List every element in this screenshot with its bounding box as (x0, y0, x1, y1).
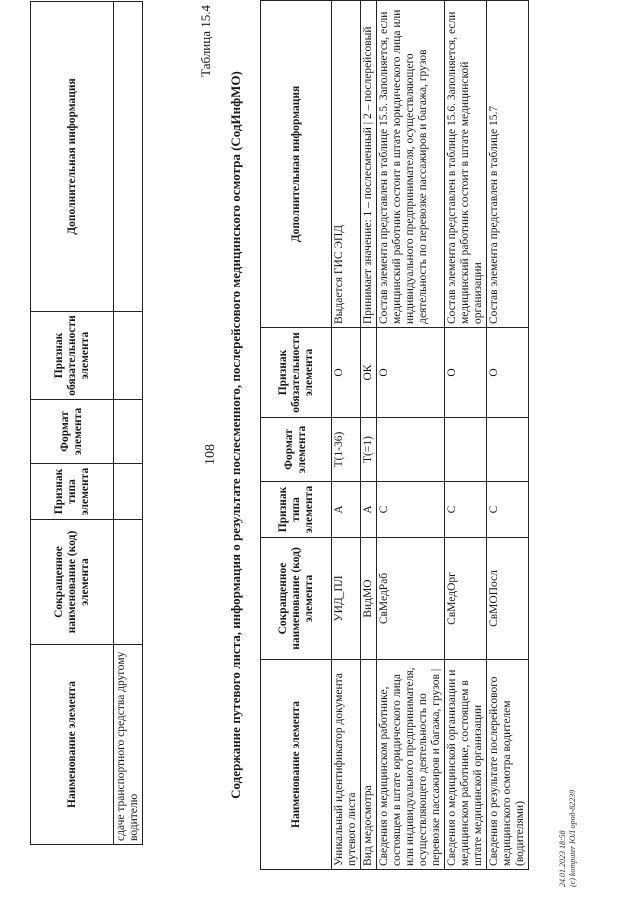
table-row (361, 1, 377, 870)
cell-type: С (377, 482, 445, 538)
table-row (377, 1, 445, 870)
cell-type: С (445, 482, 487, 538)
cell-type: С (487, 482, 529, 538)
cell-required: О (487, 328, 529, 418)
col-header-short: Сокращенное наименование (код) элемента (261, 538, 332, 660)
col-header-required: Признак обязательности элемента (261, 328, 332, 418)
cell-format: T(=1) (361, 418, 377, 482)
table-number: Таблица 15.4 (198, 5, 213, 77)
col-header-format: Формат элемента (31, 400, 114, 464)
table-main (260, 0, 529, 870)
cell-name: Сведения о медицинской организации и медицинском работнике, состоящем в штате медицинской организации (445, 660, 487, 870)
cell-short: УИД_ПЛ (332, 538, 361, 660)
cell-extra: Выдается ГИС ЭПД (332, 1, 361, 328)
cell-type: А (332, 482, 361, 538)
page-number: 108 (203, 444, 218, 465)
cell-extra (114, 2, 143, 312)
cell-short: СвМОПосл (487, 538, 529, 660)
col-header-type: Признак типа элемента (261, 482, 332, 538)
cell-name: сдаче транспортного средства другому водителю (114, 645, 143, 845)
cell-format (377, 418, 445, 482)
cell-extra: Состав элемента представлен в таблице 15.6. Заполняется, если медицинский работник состоит в штате медицинской организации (445, 1, 487, 328)
cell-format (445, 418, 487, 482)
cell-short: СвМедРаб (377, 538, 445, 660)
cell-format (114, 400, 143, 464)
cell-name: Вид медосмотра (361, 660, 377, 870)
document-stamp (558, 790, 578, 887)
cell-name: Сведения о результате послерейсового медицинского осмотра водителем (водителями) (487, 660, 529, 870)
cell-type (114, 464, 143, 520)
cell-extra: Принимает значение: 1 – послесменный | 2 – послерейсовый (361, 1, 377, 328)
cell-required (114, 312, 143, 400)
col-header-extra: Дополнительная информация (261, 1, 332, 328)
col-header-type: Признак типа элемента (31, 464, 114, 520)
table-title: Содержание путевого листа, информация о результате послесменного, послерейсового медицинского осмотра (СодИнфМО) (228, 71, 243, 799)
table-row (487, 1, 529, 870)
cell-extra: Состав элемента представлен в таблице 15.7 (487, 1, 529, 328)
col-header-name: Наименование элемента (31, 645, 114, 845)
cell-extra: Состав элемента представлен в таблице 15.5. Заполняется, если медицинский работник состоит в штате юридического лица или индивидуального предпринимателя, осуществляющего деятельность по перевозке пассажиров и багажа, грузов (377, 1, 445, 328)
col-header-short: Сокращенное наименование (код) элемента (31, 520, 114, 645)
table-header-row (31, 2, 114, 845)
cell-required: ОК (361, 328, 377, 418)
cell-short: ВидМО (361, 538, 377, 660)
cell-short: СвМедОрг (445, 538, 487, 660)
table-continuation (30, 1, 143, 845)
cell-required: О (445, 328, 487, 418)
cell-short (114, 520, 143, 645)
table-header-row (261, 1, 332, 870)
col-header-extra: Дополнительная информация (31, 2, 114, 312)
cell-type: А (361, 482, 377, 538)
cell-name: Сведения о медицинском работнике, состоящем в штате юридического лица или индивидуального предпринимателя, осуществляющего деятельность по перевозке пассажиров и багажа, грузов | (377, 660, 445, 870)
table-row (114, 2, 143, 845)
cell-required: О (332, 328, 361, 418)
cell-required: О (377, 328, 445, 418)
stamp-line-2: (c) komputer ЮЛ ород-82239 (568, 789, 577, 887)
cell-format (487, 418, 529, 482)
col-header-format: Формат элемента (261, 418, 332, 482)
cell-format: T(1-36) (332, 418, 361, 482)
col-header-name: Наименование элемента (261, 660, 332, 870)
stamp-line-1: 24.01.2023 18:58 (558, 830, 567, 887)
cell-name: Уникальный идентификатор документа путевого листа (332, 660, 361, 870)
table-row (445, 1, 487, 870)
col-header-required: Признак обязательности элемента (31, 312, 114, 400)
table-row (332, 1, 361, 870)
